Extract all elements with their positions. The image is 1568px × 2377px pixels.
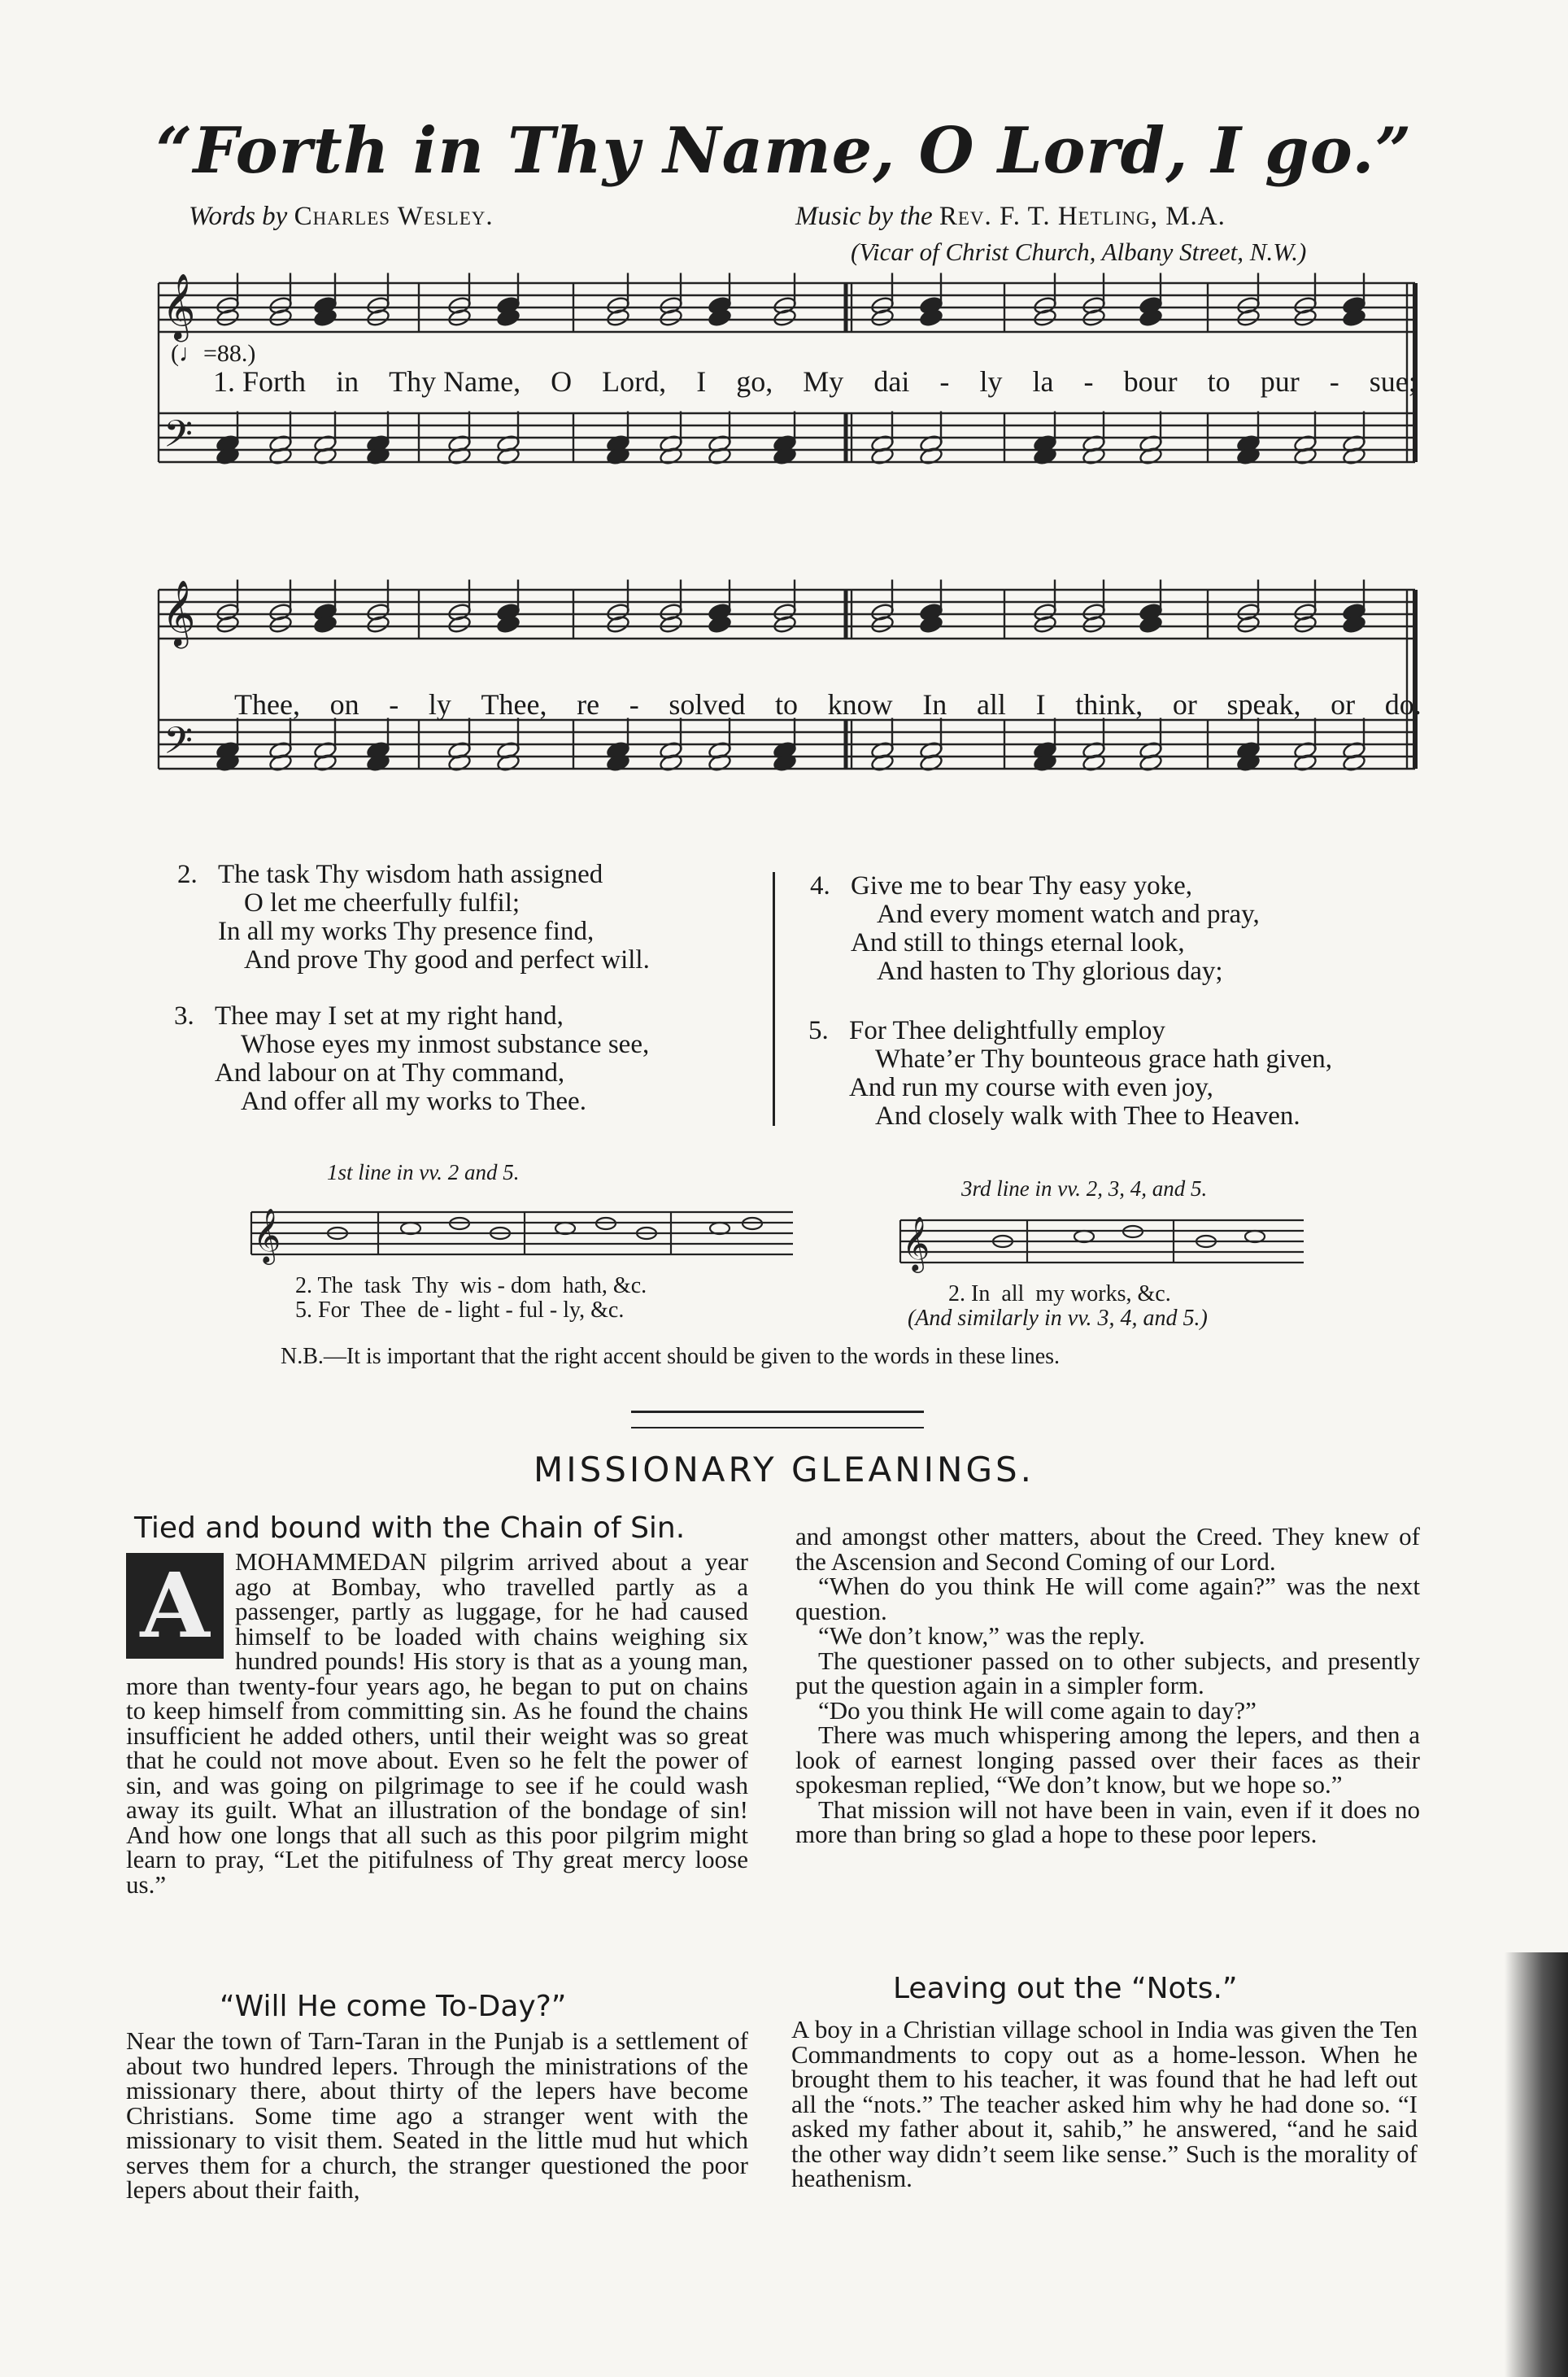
- words-prefix: Words by: [189, 202, 288, 231]
- variant-1-line: 2. The task Thy wis - dom hath, &c.: [295, 1273, 647, 1298]
- treble-clef: 𝄞: [162, 273, 196, 339]
- verse-column-rule: [773, 872, 775, 1126]
- lyric-syllable: in: [336, 365, 359, 398]
- words-credit: [189, 202, 494, 232]
- music-credit: [795, 202, 1226, 232]
- lyric-syllable: bour: [1123, 365, 1178, 398]
- treble-clef: 𝄞: [162, 579, 196, 646]
- lyric-syllable: dai: [873, 365, 910, 398]
- article-2-paragraph: and amongst other matters, about the Creed. They knew of the Ascension and Second Coming of our Lord.: [795, 1522, 1420, 1576]
- music-author: Rev. F. T. Hetling, M.A.: [939, 202, 1226, 231]
- divider-bottom-line: [631, 1427, 924, 1428]
- treble-clef: 𝄞: [253, 1207, 281, 1263]
- variant-2-caption: 3rd line in vv. 2, 3, 4, and 5.: [961, 1176, 1208, 1201]
- verse-number: 4.: [810, 871, 830, 901]
- article-2-body-left: [126, 2026, 748, 2204]
- lyric-syllable: know: [827, 688, 893, 721]
- verse-line: And offer all my works to Thee.: [241, 1087, 586, 1116]
- lyrics-line-2: [234, 687, 1422, 722]
- lyric-syllable: go,: [736, 365, 773, 398]
- lyric-syllable: My: [803, 365, 844, 398]
- lyric-syllable: -: [1329, 365, 1339, 398]
- article-2-paragraph: The questioner passed on to other subjects, and presently put the question again in a simpler form.: [795, 1646, 1420, 1699]
- lyric-syllable: -: [1083, 365, 1094, 398]
- verse-number: 2.: [177, 860, 198, 889]
- variant-staff-1: [248, 1188, 801, 1277]
- lyric-syllable: -: [939, 365, 950, 398]
- lyric-syllable: solved: [669, 688, 746, 721]
- page-edge-shadow: [1505, 1952, 1568, 2377]
- lyric-syllable: In: [922, 688, 947, 721]
- lyric-syllable: or: [1172, 688, 1197, 721]
- article-2-body-right: [795, 1524, 1420, 1847]
- verse-line: And closely walk with Thee to Heaven.: [875, 1101, 1300, 1131]
- verse-line: Thee may I set at my right hand,: [215, 1001, 564, 1031]
- verse-line: And labour on at Thy command,: [215, 1058, 565, 1088]
- verse-line: And still to things eternal look,: [851, 928, 1185, 957]
- variant-1-caption: 1st line in vv. 2 and 5.: [327, 1160, 520, 1184]
- verse-line: In all my works Thy presence find,: [218, 917, 595, 946]
- lyric-syllable: on: [329, 688, 359, 721]
- article-2-title: “Will He come To-Day?”: [220, 1990, 567, 2023]
- lyric-syllable: Thy Name,: [389, 365, 521, 398]
- article-1-body: [126, 1547, 748, 1899]
- article-3-body: [791, 2017, 1418, 2192]
- section-title: MISSIONARY GLEANINGS.: [533, 1450, 1035, 1489]
- music-prefix: Music by the: [795, 202, 933, 231]
- article-3-title: Leaving out the “Nots.”: [893, 1972, 1238, 2005]
- lyrics-line-1: [213, 364, 1417, 399]
- lyric-syllable: I: [1035, 688, 1046, 721]
- article-1-text: MOHAMMEDAN pilgrim arrived about a year ago at Bombay, who travelled partly as a passenger, partly as luggage, for he had caused himself to be loaded with chains weighing six hundred pounds! His story is that as a young man, more than twenty-four years ago, he began to put on chains to keep himself from committing sin. As he found the chains insufficient he added others, until their weight was so great that he could not move about. Even so he felt the power of sin, and was going on pilgrimage to see if he could wash away its guilt. What an illustration of the bondage of sin! And how one longs that all such as this poor pilgrim might learn to pray, “Let the pitifulness of Thy great mercy loose us.”: [126, 1547, 748, 1899]
- verse-3: [174, 1001, 650, 1116]
- verse-2: [177, 860, 650, 975]
- variant-1-text: [295, 1274, 647, 1323]
- lyric-syllable: to: [1207, 365, 1230, 398]
- article-2-paragraph: “We don’t know,” was the reply.: [818, 1621, 1145, 1650]
- verse-line: Give me to bear Thy easy yoke,: [851, 871, 1193, 901]
- lyric-syllable: Thee,: [481, 688, 547, 721]
- article-2-paragraph: That mission will not have been in vain, even if it does no more than bring so glad a hope to these poor lepers.: [795, 1795, 1420, 1848]
- article-1-title: Tied and bound with the Chain of Sin.: [134, 1511, 686, 1545]
- drop-cap: A: [126, 1553, 224, 1659]
- lyric-syllable: to: [775, 688, 799, 721]
- bass-clef: 𝄢: [163, 719, 194, 772]
- lyric-syllable: or: [1331, 688, 1356, 721]
- lyric-syllable: all: [976, 688, 1006, 721]
- nb-note: N.B.—It is important that the right accent should be given to the words in these lines.: [281, 1344, 1061, 1369]
- variant-2-line: (And similarly in vv. 3, 4, and 5.): [908, 1306, 1208, 1331]
- verse-5: [808, 1016, 1333, 1131]
- verse-line: O let me cheerfully fulfil;: [244, 888, 520, 918]
- verse-line: And every moment watch and pray,: [877, 900, 1260, 929]
- lyric-syllable: la: [1032, 365, 1054, 398]
- variant-staff-2: [897, 1196, 1320, 1285]
- verse-line: And hasten to Thy glorious day;: [877, 957, 1223, 986]
- lyric-syllable: do.: [1384, 688, 1422, 721]
- verse-line: Whate’er Thy bounteous grace hath given,: [875, 1045, 1333, 1074]
- lyric-syllable: I: [696, 365, 707, 398]
- variant-1-line: 5. For Thee de - light - ful - ly, &c.: [295, 1298, 625, 1323]
- lyric-syllable: Lord,: [602, 365, 667, 398]
- lyric-syllable: think,: [1075, 688, 1143, 721]
- article-2-paragraph: There was much whispering among the lepers, and then a look of earnest longing passed over their faces as their spokesman replied, “We don’t know, but we hope so.”: [795, 1721, 1420, 1799]
- tempo-mark: (♩=88.): [171, 340, 256, 367]
- verse-line: Whose eyes my inmost substance see,: [241, 1030, 650, 1059]
- lyric-syllable: pur: [1260, 365, 1300, 398]
- lyric-syllable: ly: [428, 688, 451, 721]
- variant-2-text: [908, 1281, 1208, 1331]
- verse-4: [810, 871, 1260, 986]
- lyric-syllable: sue;: [1369, 365, 1417, 398]
- article-2-paragraph: “When do you think He will come again?” was the next question.: [795, 1572, 1420, 1625]
- lyric-syllable: O: [551, 365, 573, 398]
- divider-top-line: [631, 1411, 924, 1413]
- verse-line: And prove Thy good and perfect will.: [244, 945, 650, 975]
- verse-line: And run my course with even joy,: [849, 1073, 1213, 1102]
- lyric-syllable: Thee,: [234, 688, 300, 721]
- verse-number: 5.: [808, 1016, 829, 1045]
- bass-clef: 𝄢: [163, 412, 194, 465]
- lyric-syllable: 1. Forth: [213, 365, 307, 398]
- lyric-syllable: speak,: [1226, 688, 1301, 721]
- variant-2-line: 2. In all my works, &c.: [948, 1281, 1171, 1306]
- verse-line: The task Thy wisdom hath assigned: [218, 860, 603, 889]
- treble-clef: 𝄞: [902, 1215, 930, 1271]
- lyric-syllable: -: [389, 688, 399, 721]
- verse-number: 3.: [174, 1001, 194, 1031]
- lyric-syllable: ly: [979, 365, 1003, 398]
- article-2-paragraph: “Do you think He will come again to day?”: [818, 1695, 1257, 1725]
- hymn-title: “Forth in Thy Name, O Lord, I go.”: [155, 114, 1413, 188]
- music-note: (Vicar of Christ Church, Albany Street, N.W.): [851, 238, 1307, 266]
- article-2-paragraph: Near the town of Tarn-Taran in the Punjab is a settlement of about two hundred lepers. Through the ministrations of the missionary there, about thirty of the lepers have become Christians. Some time ago a stranger went with the missionary to visit them. Seated in the little mud hut which serves them for a church, the stranger questioned the poor lepers about their faith,: [126, 2026, 748, 2204]
- article-3-text: A boy in a Christian village school in India was given the Ten Commandments to copy out as a home-lesson. When he brought them to his teacher, it was found that he had left out all the “nots.” The teacher asked him why he had done so. “I asked my father about it, sahib,” he answered, “and he said the other way didn’t seem like sense.” Such is the morality of heathenism.: [791, 2015, 1418, 2192]
- verse-line: For Thee delightfully employ: [849, 1016, 1165, 1045]
- lyric-syllable: -: [629, 688, 639, 721]
- lyric-syllable: re: [577, 688, 600, 721]
- words-author: Charles Wesley.: [294, 202, 494, 231]
